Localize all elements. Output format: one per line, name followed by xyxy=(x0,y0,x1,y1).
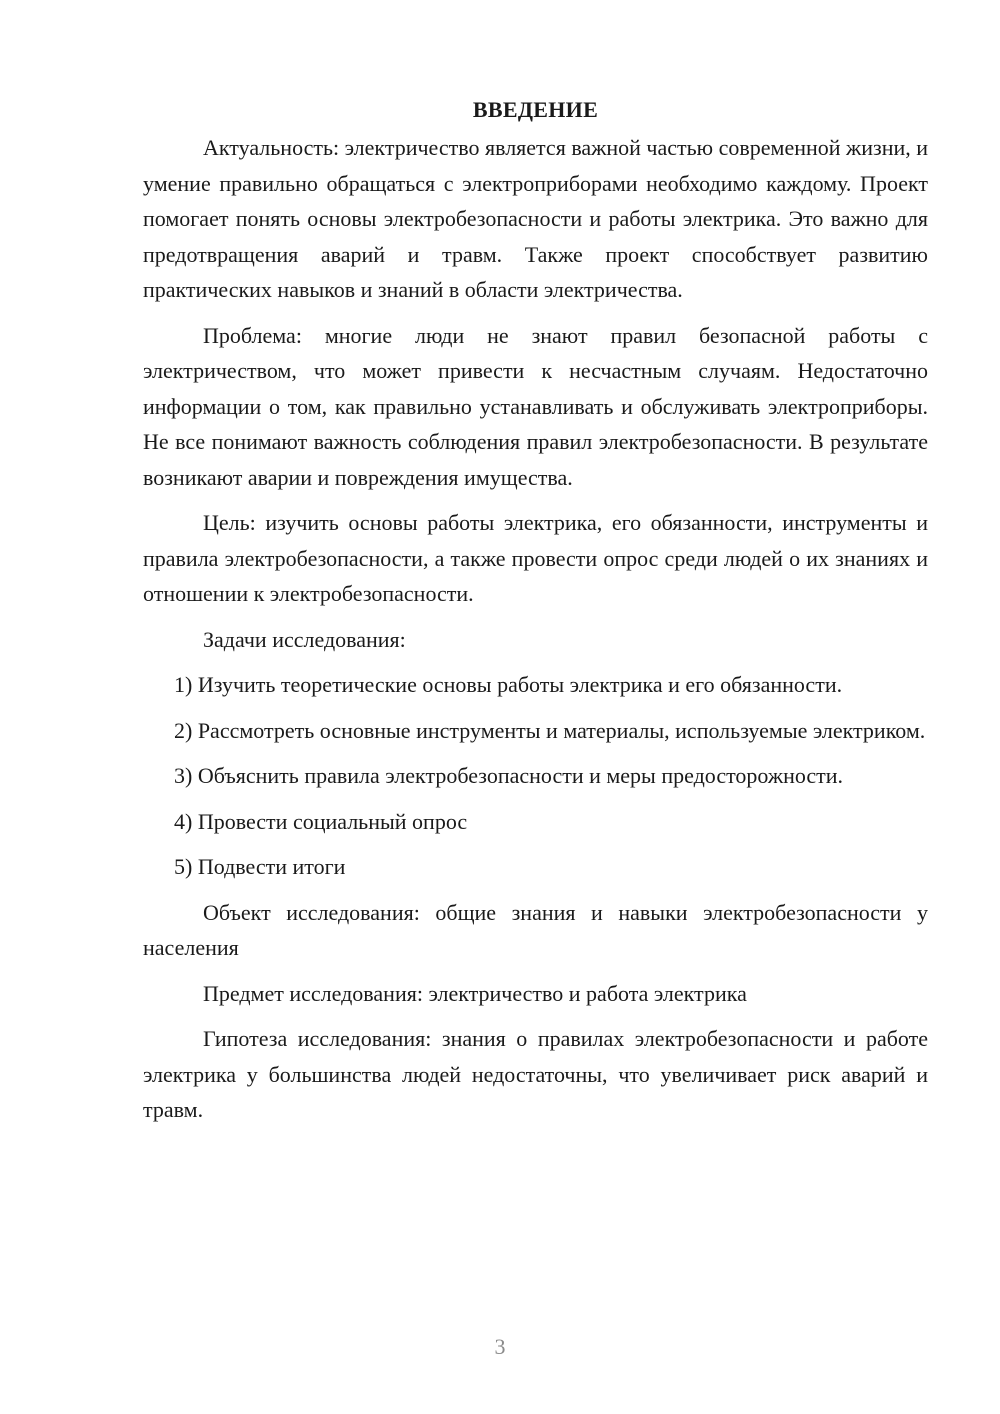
task-item-1: 1) Изучить теоретические основы работы электрика и его обязанности. xyxy=(174,672,843,697)
goal-paragraph: Цель: изучить основы работы электрика, его обязанности, инструменты и правила электробезопасности, а также провести опрос среди людей о их знаниях и отношении к электробезопасности. xyxy=(143,510,928,606)
relevance-paragraph: Актуальность: электричество является важной частью современной жизни, и умение правильно обращаться с электроприборами необходимо каждому. Проект помогает понять основы электробезопасности и работы электрика. Это важно для предотвращения аварий и травм. Также проект способствует развитию практических навыков и знаний в области электричества. xyxy=(143,135,929,302)
research-subject-paragraph: Предмет исследования: электричество и работа электрика xyxy=(203,980,747,1006)
task-item-5: 5) Подвести итоги xyxy=(174,854,346,879)
task-item-4: 4) Провести социальный опрос xyxy=(174,808,468,834)
hypothesis-paragraph: Гипотеза исследования: знания о правилах электробезопасности и работе электрика у большинства людей недостаточны, что увеличивает риск аварий и травм. xyxy=(143,1026,928,1122)
problem-paragraph: Проблема: многие люди не знают правил безопасной работы с электричеством, что может привести к несчастным случаям. Недостаточно информации о том, как правильно устанавливать и обслуживать электроприборы. Не все понимают важность соблюдения правил электробезопасности. В результате возникают аварии и повреждения имущества. xyxy=(143,322,928,490)
research-object-paragraph: Объект исследования: общие знания и навыки электробезопасности у населения xyxy=(143,899,928,960)
page-number: 3 xyxy=(494,1334,506,1359)
document-page xyxy=(143,95,928,1138)
task-item-3: 3) Объяснить правила электробезопасности и меры предосторожности. xyxy=(174,763,844,788)
task-item-2: 2) Рассмотреть основные инструменты и материалы, используемые электриком. xyxy=(174,717,926,743)
tasks-heading: Задачи исследования: xyxy=(203,626,406,652)
page-title: ВВЕДЕНИЕ xyxy=(472,97,599,122)
